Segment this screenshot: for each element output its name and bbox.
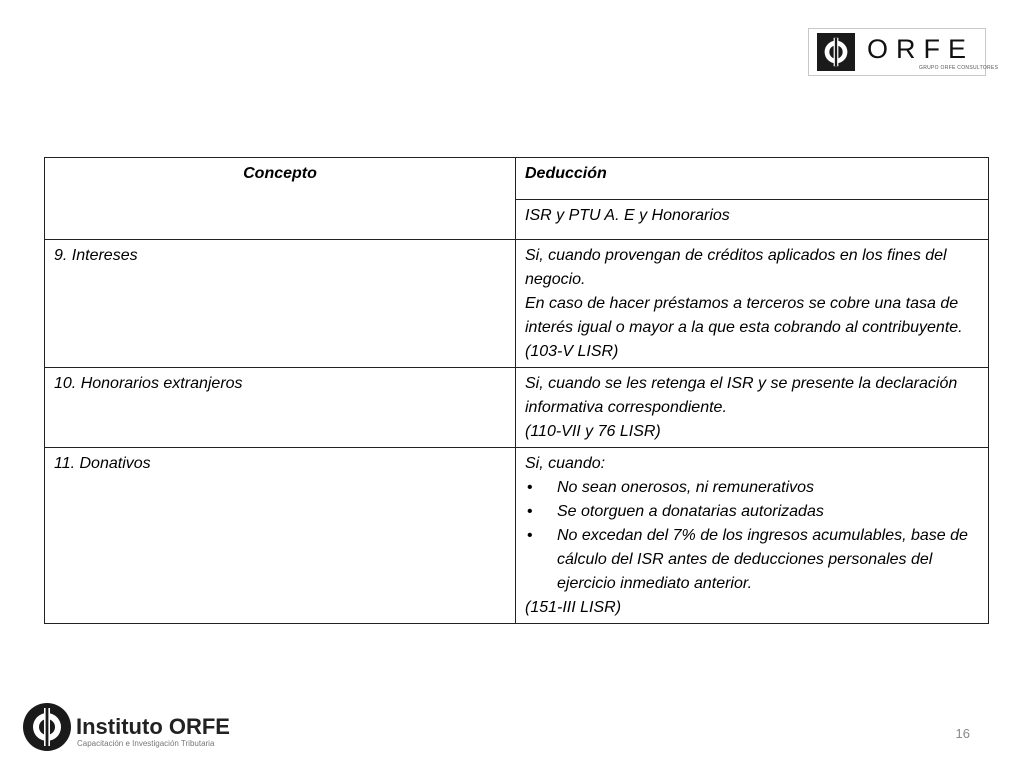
table-row bbox=[45, 368, 989, 448]
bullet-item: • No excedan del 7% de los ingresos acumulables, base de cálculo del ISR antes de deducciones personales del ejercicio inmediato anterior. bbox=[525, 524, 979, 596]
deduccion-line: Si, cuando provengan de créditos aplicados en los fines del negocio. bbox=[525, 247, 947, 288]
row-concepto: 11. Donativos bbox=[45, 448, 516, 624]
institute-name: Instituto ORFE bbox=[76, 714, 230, 739]
header-concepto: Concepto bbox=[45, 158, 516, 240]
deductions-table bbox=[44, 157, 989, 624]
institute-tagline: Capacitación e Investigación Tributaria bbox=[77, 739, 215, 748]
deduccion-reference: (110-VII y 76 LISR) bbox=[525, 423, 661, 440]
deduccion-line: En caso de hacer préstamos a terceros se cobre una tasa de interés igual o mayor a la que esta cobrando al contribuyente. bbox=[525, 295, 963, 336]
logo-subtitle: GRUPO ORFE CONSULTORES bbox=[919, 65, 999, 71]
orfe-logo-icon bbox=[817, 33, 855, 71]
table-row bbox=[45, 448, 989, 624]
header-deduccion: Deducción bbox=[516, 158, 989, 200]
deduccion-line: Si, cuando se les retenga el ISR y se presente la declaración informativa correspondiente. bbox=[525, 375, 958, 416]
deduccion-reference: (151-III LISR) bbox=[525, 599, 622, 616]
bullet-item: • No sean onerosos, ni remunerativos bbox=[525, 476, 979, 500]
row-deduccion bbox=[516, 448, 989, 624]
row-concepto: 9. Intereses bbox=[45, 240, 516, 368]
deduccion-reference: (103-V LISR) bbox=[525, 343, 619, 360]
row-deduccion bbox=[516, 368, 989, 448]
deduccion-intro: Si, cuando: bbox=[525, 455, 606, 472]
header-deduccion-sub: ISR y PTU A. E y Honorarios bbox=[516, 200, 989, 240]
logo-wordmark: ORFE bbox=[867, 34, 975, 64]
page-number: 16 bbox=[955, 726, 970, 741]
table-row bbox=[45, 240, 989, 368]
bullet-item: • Se otorguen a donatarias autorizadas bbox=[525, 500, 979, 524]
footer-logo bbox=[22, 702, 272, 754]
table-header-row bbox=[45, 158, 989, 200]
row-deduccion bbox=[516, 240, 989, 368]
row-concepto: 10. Honorarios extranjeros bbox=[45, 368, 516, 448]
orfe-logo-icon bbox=[22, 702, 72, 752]
header-logo bbox=[808, 28, 999, 76]
bullet-list bbox=[525, 476, 979, 596]
